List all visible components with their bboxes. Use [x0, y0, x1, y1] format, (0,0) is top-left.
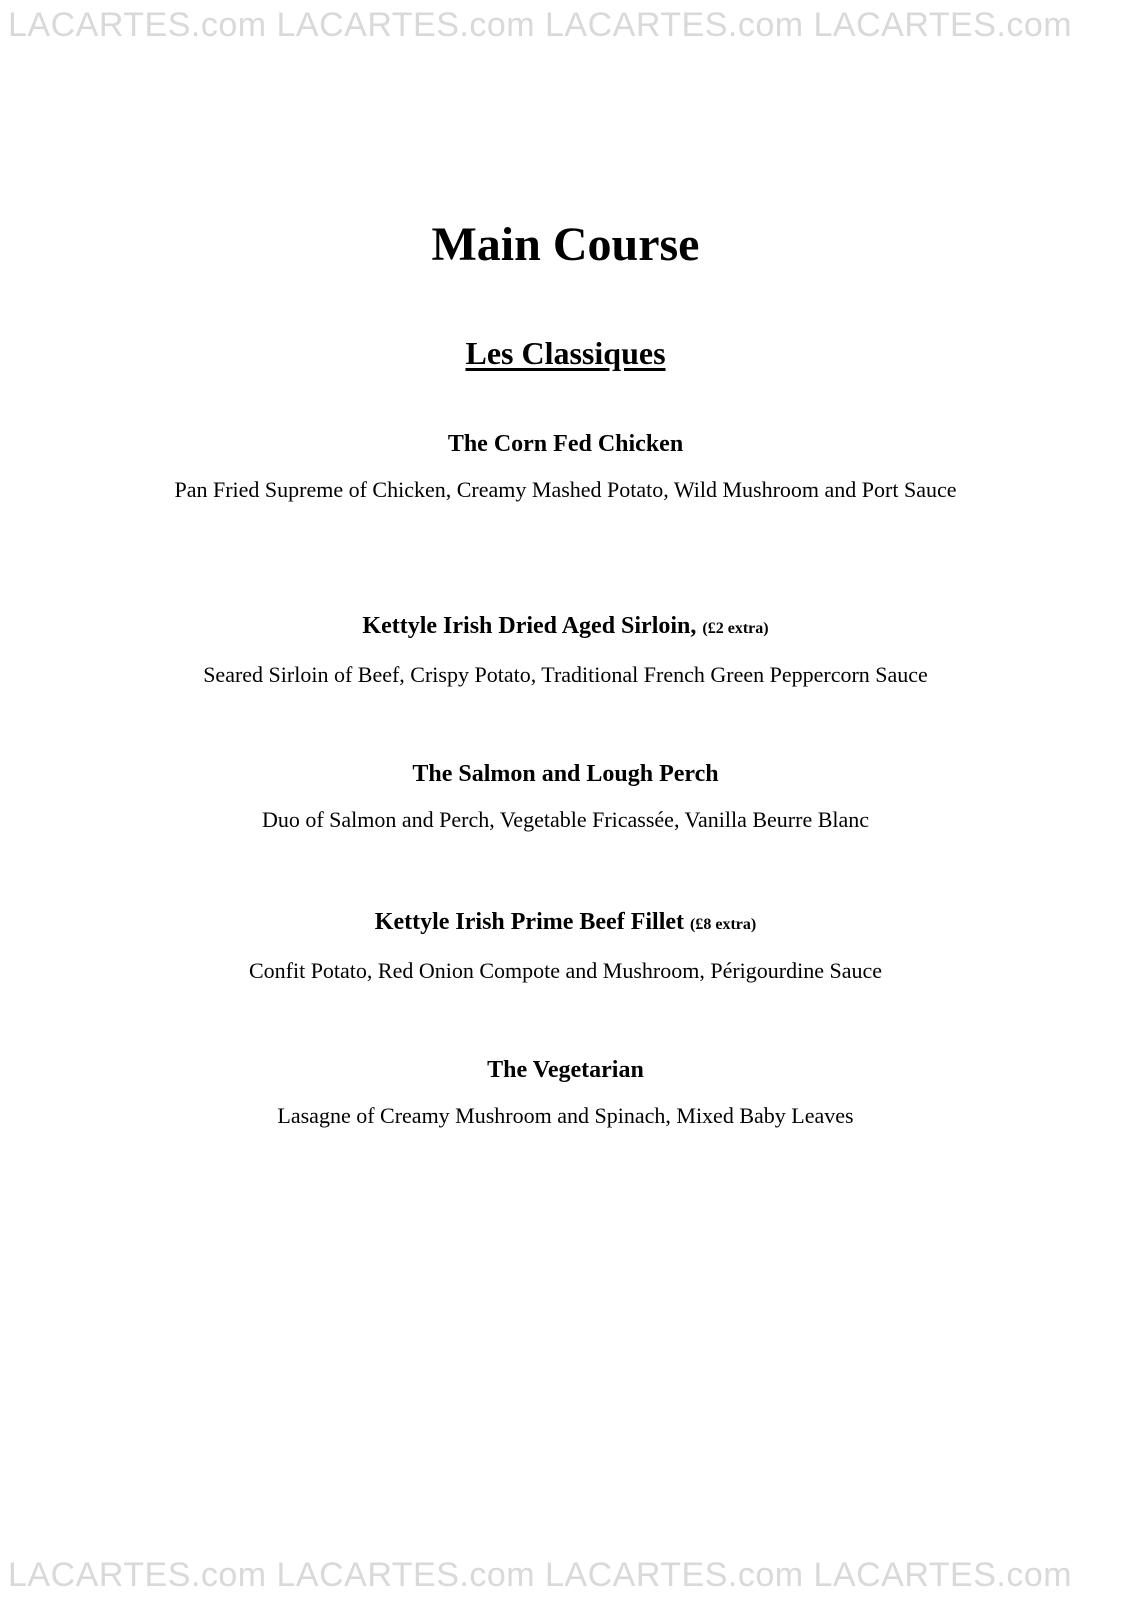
menu-item — [0, 1054, 1131, 1132]
menu-item — [0, 610, 1131, 691]
dish-description: Seared Sirloin of Beef, Crispy Potato, Traditional French Green Peppercorn Sauce — [203, 662, 928, 687]
dish-name — [0, 906, 1131, 941]
dish-description: Confit Potato, Red Onion Compote and Mushroom, Périgourdine Sauce — [248, 958, 883, 983]
watermark-top: LACARTES.com LACARTES.com LACARTES.com LACARTES.com — [8, 6, 1073, 44]
dish-name-text: Kettyle Irish Prime Beef Fillet — [374, 909, 685, 935]
dish-name — [0, 758, 1131, 790]
dish-extra-price: (£8 extra) — [690, 916, 757, 933]
page-title: Main Course — [431, 218, 700, 271]
dish-name — [0, 610, 1131, 645]
menu-item — [0, 428, 1131, 506]
watermark-bottom: LACARTES.com LACARTES.com LACARTES.com LACARTES.com — [8, 1556, 1073, 1594]
dish-description: Lasagne of Creamy Mushroom and Spinach, Mixed Baby Leaves — [277, 1103, 854, 1128]
dish-extra-price: (£2 extra) — [702, 620, 769, 637]
section-title: Les Classiques — [465, 335, 666, 371]
dish-description: Pan Fried Supreme of Chicken, Creamy Mashed Potato, Wild Mushroom and Port Sauce — [174, 477, 957, 502]
menu-item — [0, 758, 1131, 836]
dish-description: Duo of Salmon and Perch, Vegetable Fricassée, Vanilla Beurre Blanc — [261, 807, 870, 832]
menu-item — [0, 906, 1131, 987]
dish-name-text: The Vegetarian — [487, 1057, 644, 1083]
dish-name-text: The Corn Fed Chicken — [447, 431, 684, 457]
dish-name-text: Kettyle Irish Dried Aged Sirloin, — [362, 613, 697, 639]
dish-name — [0, 428, 1131, 460]
dish-name-text: The Salmon and Lough Perch — [412, 761, 719, 787]
dish-name — [0, 1054, 1131, 1086]
